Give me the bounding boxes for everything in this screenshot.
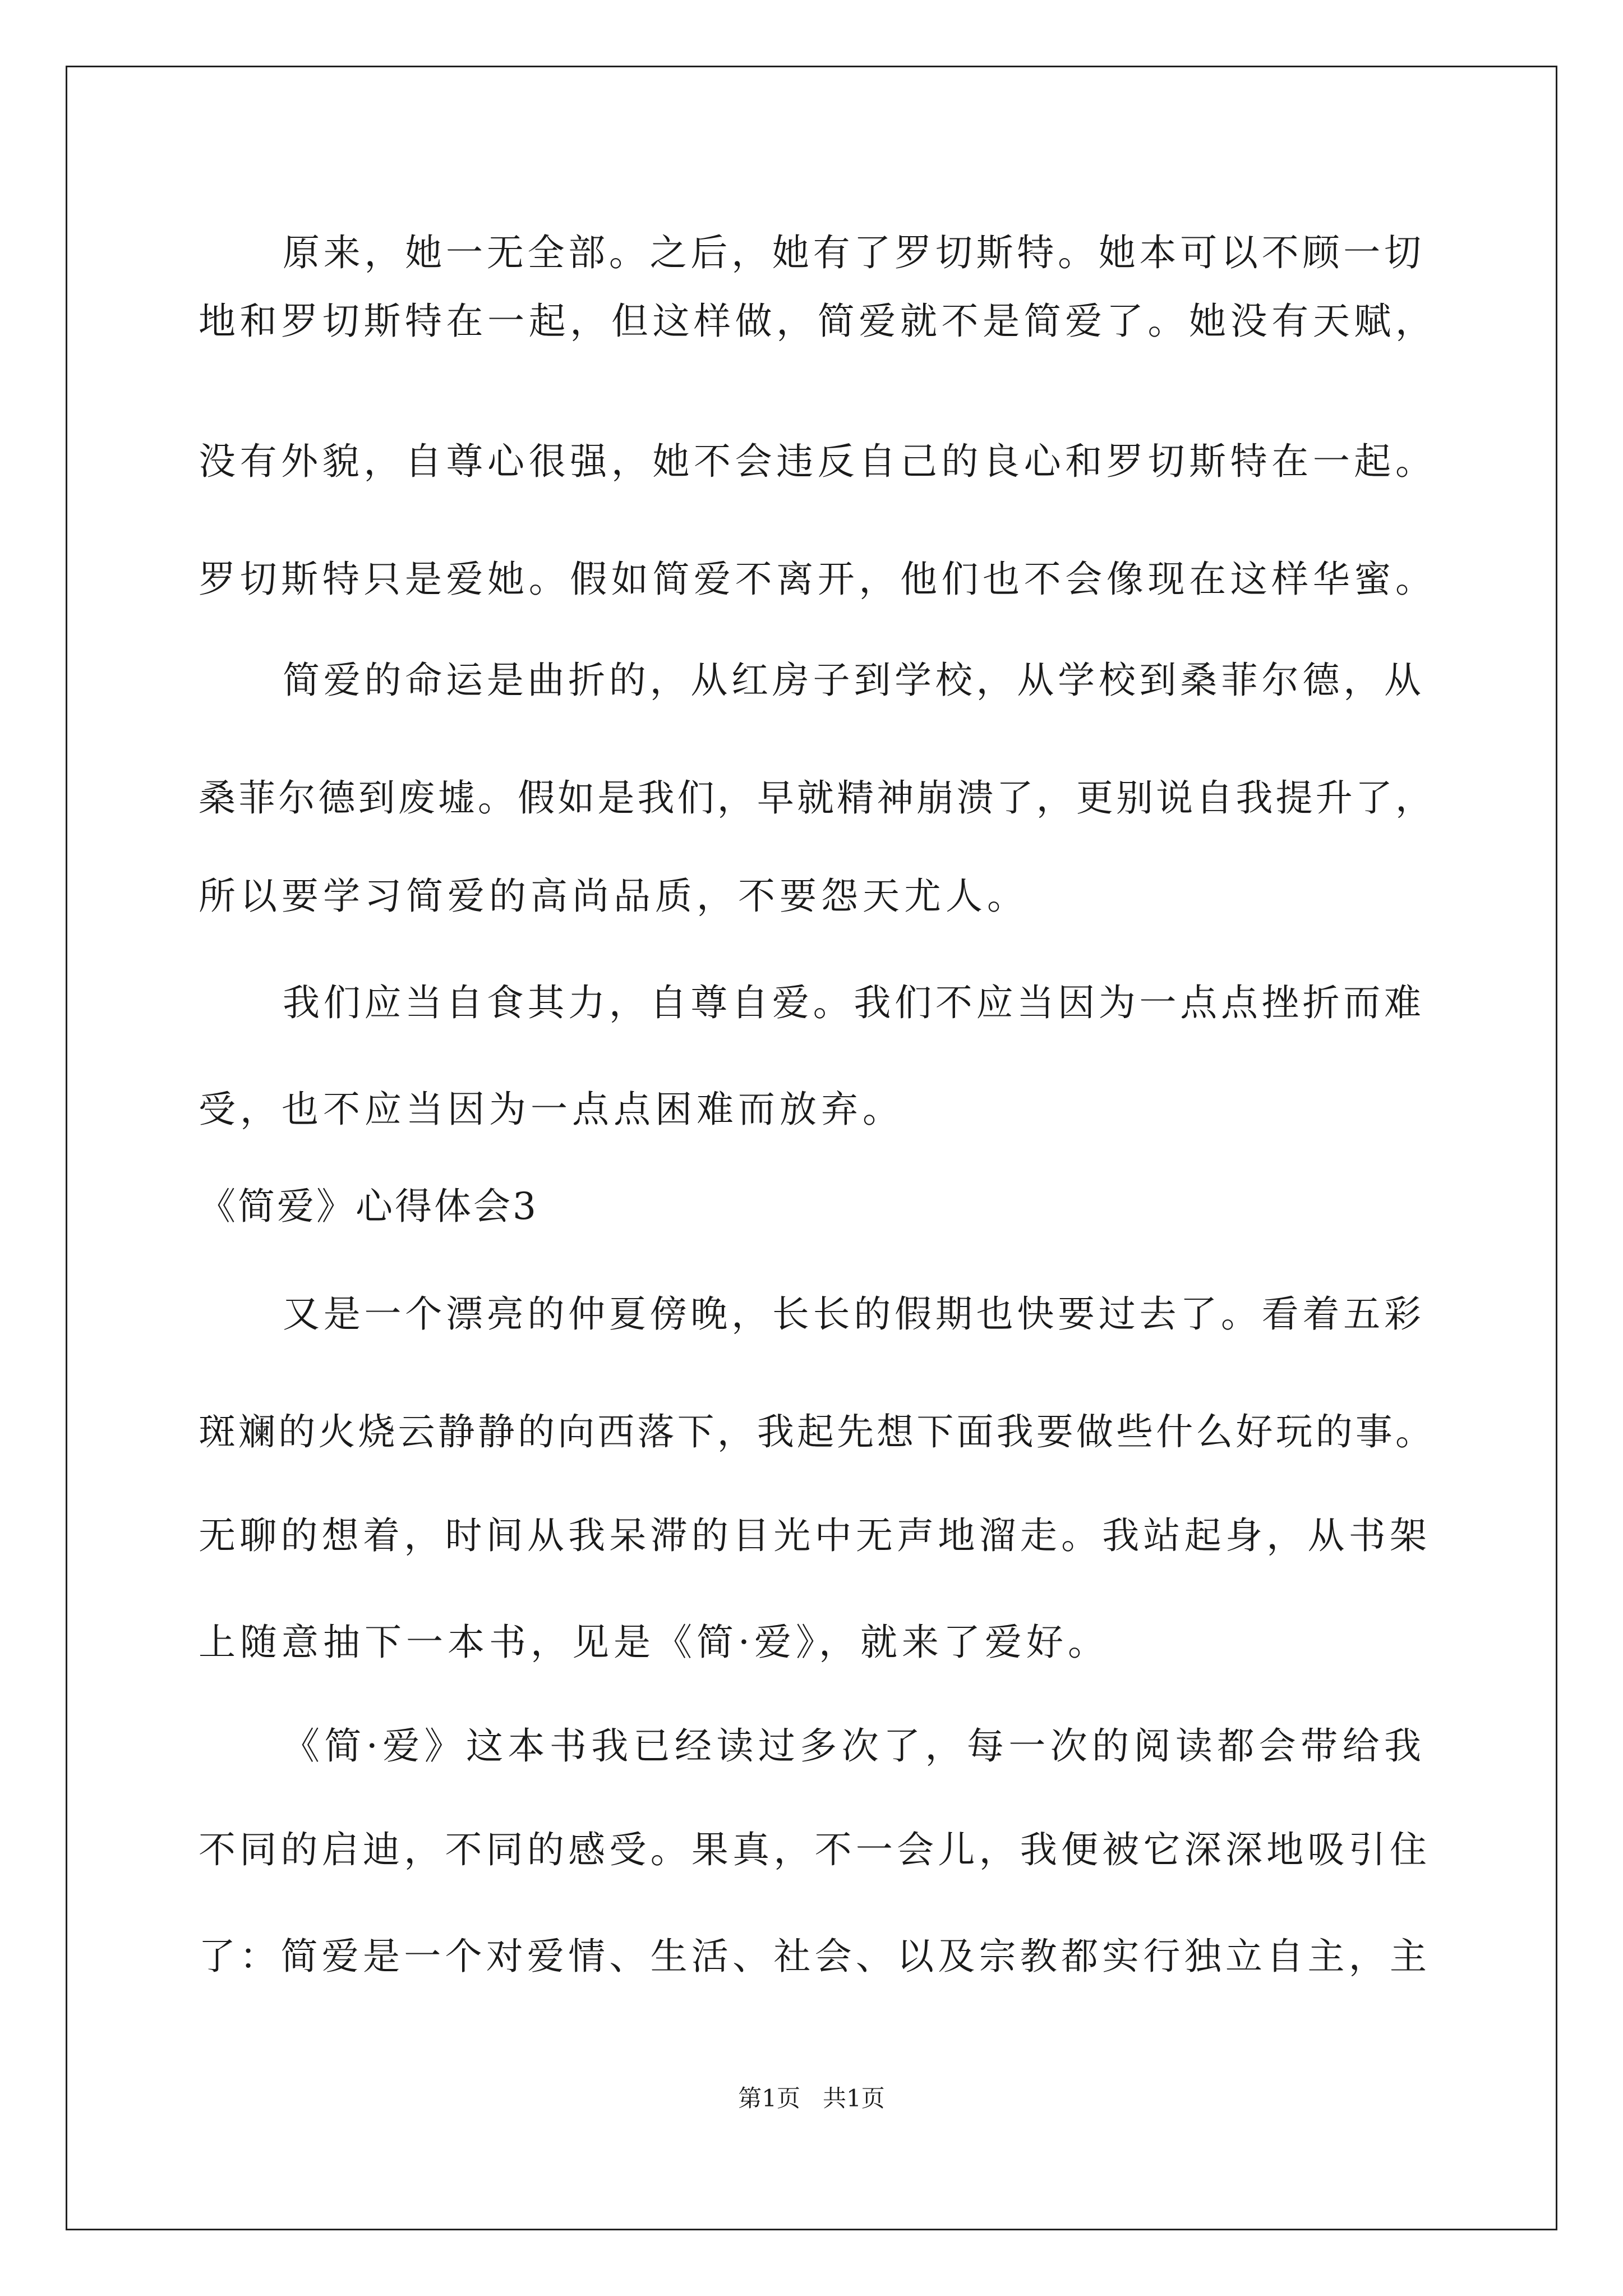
section-paragraph-1-line-2: 斑斓的火烧云静静的向西落下，我起先想下面我要做些什么好玩的事。: [199, 1410, 1432, 1453]
page-border: [66, 66, 1557, 2230]
section-paragraph-1-line-4: 上随意抽下一本书，见是《简·爱》，就来了爱好。: [199, 1621, 1109, 1664]
section-heading: 《简爱》心得体会3: [199, 1185, 538, 1228]
paragraph-3-line-1: 我们应当自食其力，自尊自爱。我们不应当因为一点点挫折而难: [283, 981, 1421, 1024]
page-footer: 第1页 共1页: [738, 2085, 885, 2112]
paragraph-2-line-3: 所以要学习简爱的高尚品质，不要怨天尤人。: [199, 875, 1029, 918]
section-paragraph-2-line-1: 《简·爱》这本书我已经读过多次了，每一次的阅读都会带给我: [283, 1724, 1421, 1768]
paragraph-2-line-1: 简爱的命运是曲折的，从红房子到学校，从学校到桑菲尔德，从: [283, 659, 1421, 702]
section-paragraph-2-line-2: 不同的启迪，不同的感受。果真，不一会儿，我便被它深深地吸引住: [199, 1828, 1427, 1871]
section-paragraph-1-line-3: 无聊的想着，时间从我呆滞的目光中无声地溜走。我站起身，从书架: [199, 1514, 1427, 1557]
paragraph-1-line-2: 地和罗切斯特在一起，但这样做，简爱就不是简爱了。她没有天赋，: [199, 300, 1432, 343]
paragraph-1-line-3: 没有外貌，自尊心很强，她不会违反自己的良心和罗切斯特在一起。: [199, 440, 1432, 483]
section-paragraph-1-line-1: 又是一个漂亮的仲夏傍晚，长长的假期也快要过去了。看着五彩: [283, 1292, 1421, 1336]
section-paragraph-2-line-3: 了：简爱是一个对爱情、生活、社会、以及宗教都实行独立自主，主: [199, 1935, 1427, 1978]
paragraph-1-line-4: 罗切斯特只是爱她。假如简爱不离开，他们也不会像现在这样华蜜。: [199, 558, 1432, 601]
paragraph-3-line-2: 受，也不应当因为一点点困难而放弃。: [199, 1088, 904, 1131]
paragraph-1-line-1: 原来，她一无全部。之后，她有了罗切斯特。她本可以不顾一切: [283, 231, 1421, 274]
paragraph-2-line-2: 桑菲尔德到废墟。假如是我们，早就精神崩溃了，更别说自我提升了，: [199, 776, 1432, 820]
